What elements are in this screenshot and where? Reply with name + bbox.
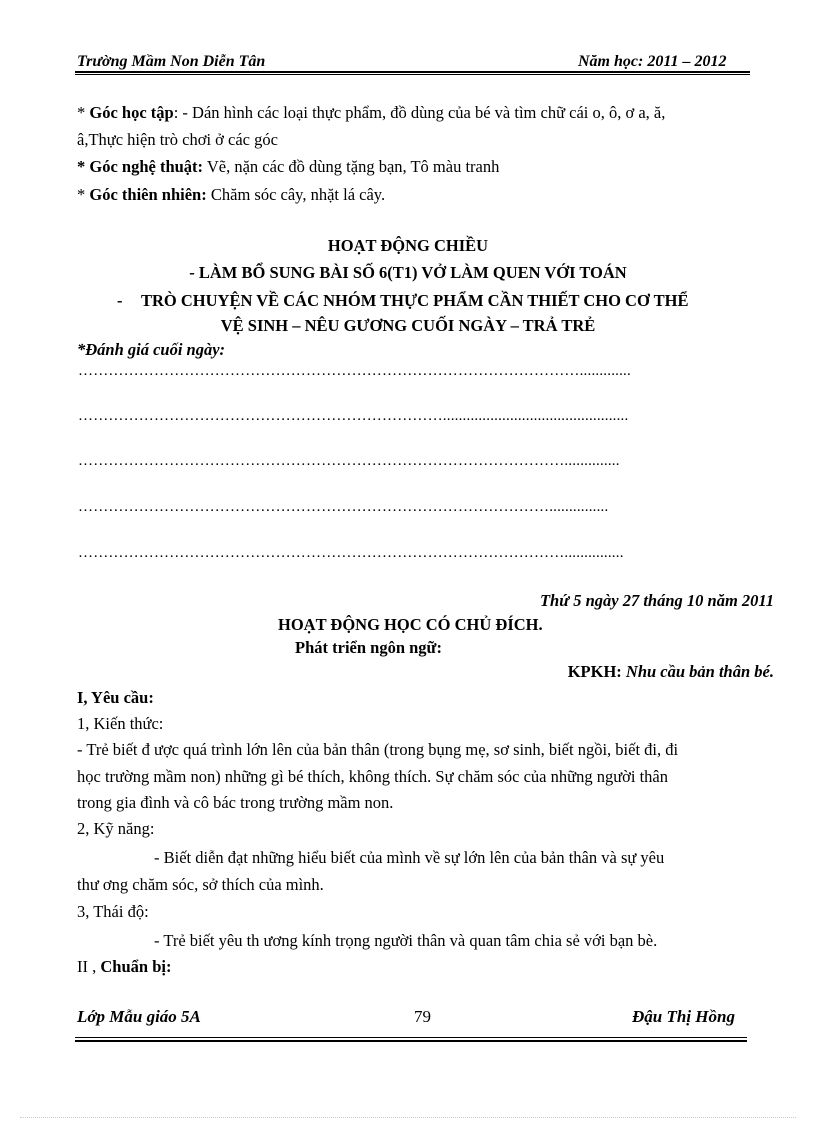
skill-line2: thư ơng chăm sóc, sở thích của mình. [77,875,324,894]
goc-thien-nhien: * Góc thiên nhiên: Chăm sóc cây, nhặt lá cây. [77,185,386,204]
footer-teacher: Đậu Thị Hồng [632,1007,735,1026]
page-edge-dots [20,1117,796,1118]
header-rule [75,71,750,73]
attitude-line1: - Trẻ biết yêu th ương kính trọng người thân và quan tâm chia sẻ với bạn bè. [154,931,658,950]
dotted-line: ………………………………………………………………............................................... [78,408,629,424]
header-rule-thin [75,74,750,75]
kpkh-label: KPKH: [567,662,622,681]
afternoon-line2-dash: - [117,291,123,310]
dotted-line: ………………………………………………………………………………………............. [78,363,631,379]
knowledge-line3: trong gia đình và cô bác trong trường mầm non. [77,793,394,812]
goc-thien-nhien-text: Chăm sóc cây, nhặt lá cây. [206,185,386,204]
attitude-title: 3, Thái độ: [77,902,149,921]
dotted-line: …………………………………………………………………………………............... [78,499,609,515]
goc-nghe-thuat-label: Góc nghệ thuật: [89,157,204,176]
goc-thien-nhien-label: Góc thiên nhiên: [89,185,207,204]
lesson-subject: Phát triển ngôn ngữ: [295,638,442,657]
afternoon-line1: - LÀM BỔ SUNG BÀI SỐ 6(T1) VỞ LÀM QUEN VỚI TOÁN [189,263,627,282]
lesson-date: Thứ 5 ngày 27 tháng 10 năm 2011 [539,591,774,610]
kpkh-topic: Nhu cầu bản thân bé. [621,662,774,681]
afternoon-line2: TRÒ CHUYỆN VỀ CÁC NHÓM THỰC PHẨM CẦN THIẾT CHO CƠ THỂ [141,291,689,310]
footer-rule [75,1040,747,1042]
goc-hoc-tap-line2: â,Thực hiện trò chơi ở các góc [77,130,278,149]
footer-rule-thin [75,1037,747,1038]
goc-nghe-thuat-text: Vẽ, nặn các đồ dùng tặng bạn, Tô màu tranh [203,157,500,176]
goc-hoc-tap-label: Góc học tập [89,103,174,122]
knowledge-title: 1, Kiến thức: [77,714,164,733]
knowledge-line2: học trường mầm non) những gì bé thích, không thích. Sự chăm sóc của những người thân [77,767,668,786]
lesson-title: HOẠT ĐỘNG HỌC CÓ CHỦ ĐÍCH. [278,615,543,634]
knowledge-line1: - Trẻ biết đ ược quá trình lớn lên của bản thân (trong bụng mẹ, sơ sinh, biết ngồi, biết đi, đi [77,740,679,759]
goc-hoc-tap-text: : - Dán hình các loại thực phẩm, đồ dùng của bé và tìm chữ cái o, ô, ơ a, ă, [173,103,666,122]
school-name: Trường Mầm Non Diễn Tân [77,53,266,70]
requirements-title: I, Yêu cầu: [77,688,154,707]
dotted-line: ……………………………………………………………………………………............... [78,545,624,561]
school-year: Năm học: 2011 – 2012 [578,53,727,70]
preparation-label: Chuẩn bị: [100,957,172,976]
preparation-title [77,956,171,978]
afternoon-line3: VỆ SINH – NÊU GƯƠNG CUỐI NGÀY – TRẢ TRẺ [220,316,596,335]
dotted-line: …………………………………………………………………………………….............. [78,453,620,469]
kpkh-line [568,661,774,683]
skill-title: 2, Kỹ năng: [77,819,155,838]
goc-nghe-thuat: * Góc nghệ thuật: Vẽ, nặn các đồ dùng tặng bạn, Tô màu tranh [77,157,500,176]
afternoon-title: HOẠT ĐỘNG CHIỀU [327,236,489,255]
goc-hoc-tap-line1: * Góc học tập: - Dán hình các loại thực phẩm, đồ dùng của bé và tìm chữ cái o, ô, ơ a, ă, [77,103,666,122]
page-number: 79 [414,1007,431,1026]
preparation-prefix: II , [77,957,101,976]
evaluation-label: *Đánh giá cuối ngày: [77,340,226,359]
footer-class: Lớp Mẫu giáo 5A [77,1007,201,1026]
skill-line1: - Biết diễn đạt những hiểu biết của mình về sự lớn lên của bản thân và sự yêu [154,848,665,867]
